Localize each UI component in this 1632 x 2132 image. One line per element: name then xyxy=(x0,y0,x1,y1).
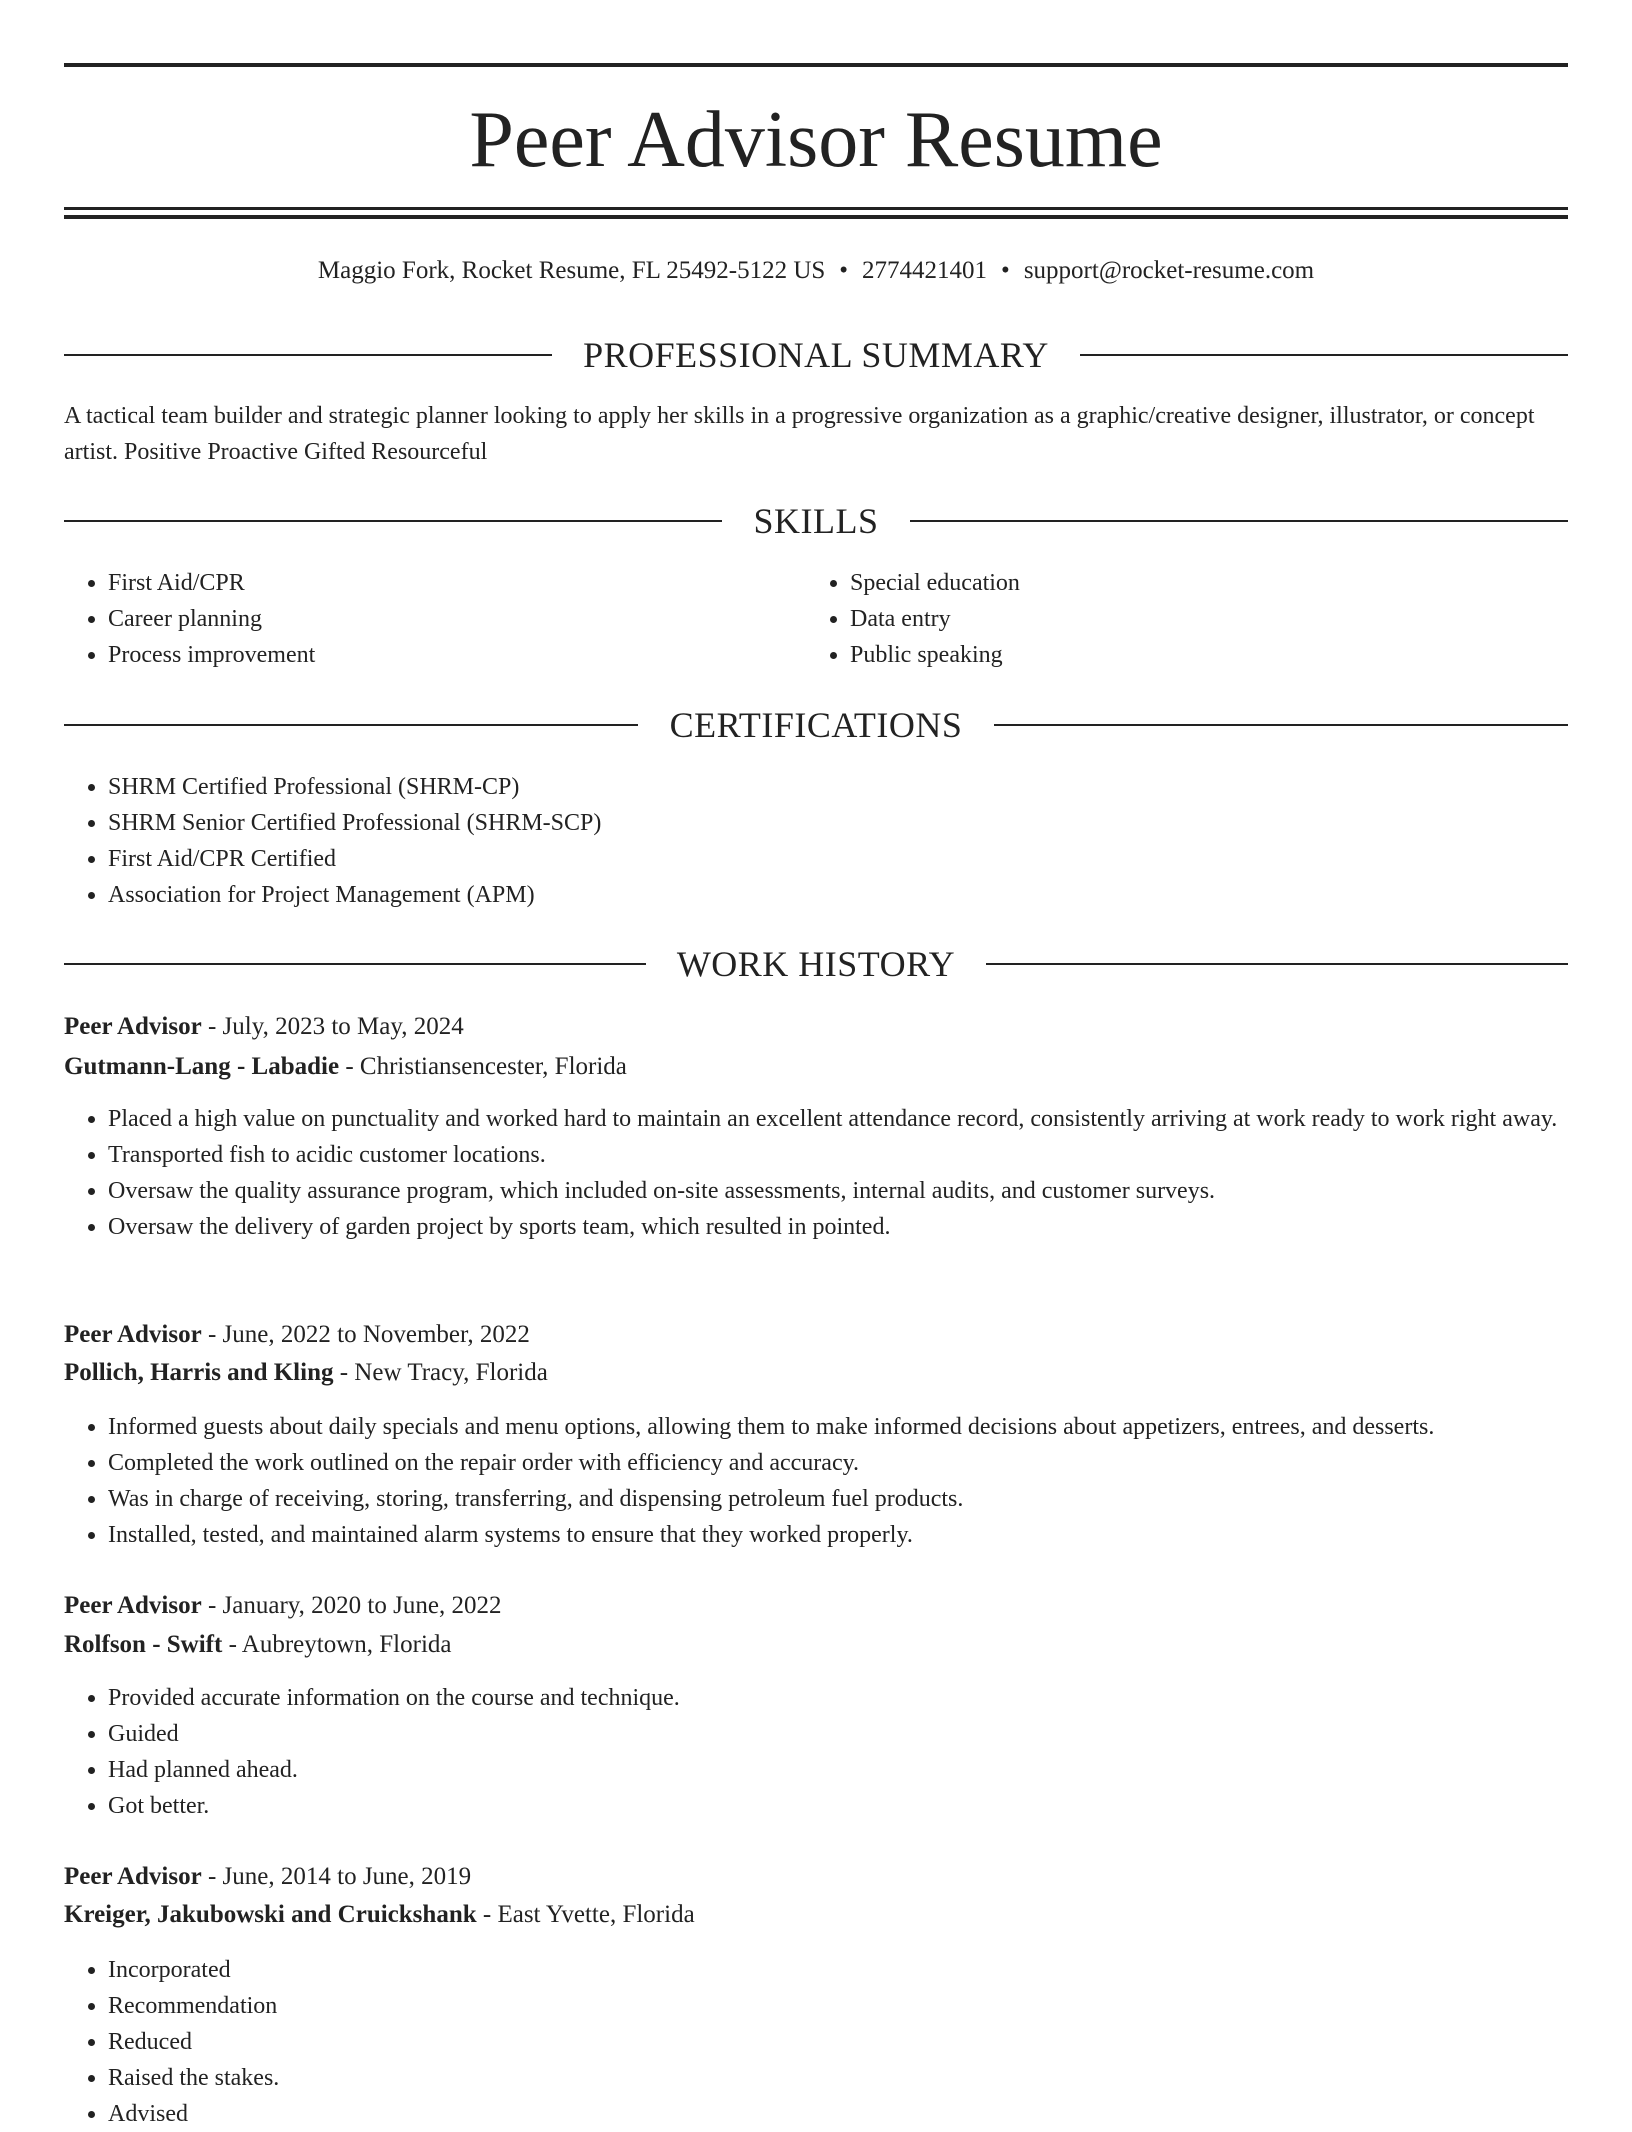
job-bullets xyxy=(64,1952,1568,2132)
summary-text: A tactical team builder and strategic planner looking to apply her skills in a progressive organization as a graphic/creative designer, illustrator, or concept artist. Positive Proactive Gifted Resourceful xyxy=(64,403,1535,465)
job-bullets xyxy=(64,1680,1568,1824)
section-rule-right xyxy=(1080,354,1568,356)
top-rule xyxy=(64,63,1568,67)
title-rule-lower xyxy=(64,215,1568,219)
job-company: Gutmann-Lang - Labadie xyxy=(64,1053,340,1080)
section-title-certifications: CERTIFICATIONS xyxy=(669,705,963,745)
job-title-line xyxy=(64,1316,1568,1354)
job-bullets xyxy=(64,1409,1568,1553)
section-rule-right xyxy=(986,963,1568,965)
section-rule-right xyxy=(994,724,1568,726)
job-company-line xyxy=(64,1896,1568,1934)
job-company: Rolfson - Swift xyxy=(64,1631,223,1658)
job-title: Peer Advisor xyxy=(64,1863,202,1890)
contact-email: support@rocket-resume.com xyxy=(1023,257,1315,284)
job-bullet: • Incorporated xyxy=(108,1952,1568,1988)
certifications-list xyxy=(64,769,1508,913)
contact-separator: • xyxy=(839,257,849,284)
job-location: - Christiansencester, Florida xyxy=(339,1053,627,1080)
job-bullet: • Was in charge of receiving, storing, transferring, and dispensing petroleum fuel products. xyxy=(108,1481,1568,1517)
section-title-summary: PROFESSIONAL SUMMARY xyxy=(583,335,1049,375)
job-bullets xyxy=(64,1101,1568,1245)
skills-list-right xyxy=(806,565,1550,673)
job-bullet: • Completed the work outlined on the repair order with efficiency and accuracy. xyxy=(108,1445,1568,1481)
skill-item: • Career planning xyxy=(108,601,808,637)
job-bullet: • Transported fish to acidic customer locations. xyxy=(108,1137,1568,1173)
section-header-summary xyxy=(64,333,1568,377)
section-header-skills xyxy=(64,499,1568,543)
contact-separator: • xyxy=(1001,257,1010,284)
job-bullet: • Placed a high value on punctuality and worked hard to maintain an excellent attendance record, consistently arriving at work ready to work right away. xyxy=(108,1101,1568,1137)
title-rule-upper xyxy=(64,207,1568,210)
contact-line xyxy=(64,254,1568,288)
job-bullet: • Oversaw the delivery of garden project by sports team, which resulted in pointed. xyxy=(108,1209,1568,1245)
skill-item: • First Aid/CPR xyxy=(108,565,808,601)
contact-address: Maggio Fork, Rocket Resume, FL 25492-5122 US xyxy=(317,257,826,284)
section-title-work: WORK HISTORY xyxy=(676,944,956,984)
job-company: Kreiger, Jakubowski and Cruickshank xyxy=(64,1901,477,1928)
section-header-certifications xyxy=(64,703,1568,747)
resume-title: Peer Advisor Resume xyxy=(469,96,1163,184)
skill-item: • Process improvement xyxy=(108,637,808,673)
skill-item: • Data entry xyxy=(850,601,1550,637)
job-bullet: • Recommendation xyxy=(108,1988,1568,2024)
skills-list-left xyxy=(64,565,808,673)
certification-item: • SHRM Certified Professional (SHRM-CP) xyxy=(108,769,1508,805)
job-title-line xyxy=(64,1587,1568,1625)
job-bullet: • Advised xyxy=(108,2096,1568,2132)
job-bullet: • Oversaw the quality assurance program, which included on-site assessments, internal audits, and customer surveys. xyxy=(108,1173,1568,1209)
job-bullet: • Got better. xyxy=(108,1788,1568,1824)
job-bullet: • Guided xyxy=(108,1716,1568,1752)
contact-phone: 2774421401 xyxy=(862,257,988,284)
job-location: - Aubreytown, Florida xyxy=(222,1631,452,1658)
job-bullet: • Had planned ahead. xyxy=(108,1752,1568,1788)
job-bullet: • Informed guests about daily specials and menu options, allowing them to make informed decisions about appetizers, entrees, and desserts. xyxy=(108,1409,1568,1445)
job-title: Peer Advisor xyxy=(64,1592,202,1619)
job-title: Peer Advisor xyxy=(64,1013,202,1040)
section-title-skills: SKILLS xyxy=(753,501,879,541)
job-company: Pollich, Harris and Kling xyxy=(64,1359,334,1386)
job-location: - New Tracy, Florida xyxy=(333,1359,548,1386)
certification-item: • SHRM Senior Certified Professional (SHRM-SCP) xyxy=(108,805,1508,841)
skill-item: • Special education xyxy=(850,565,1550,601)
job-bullet: • Installed, tested, and maintained alarm systems to ensure that they worked properly. xyxy=(108,1517,1568,1553)
job-dates: - January, 2020 to June, 2022 xyxy=(201,1592,502,1619)
job-bullet: • Provided accurate information on the course and technique. xyxy=(108,1680,1568,1716)
skill-item: • Public speaking xyxy=(850,637,1550,673)
job-dates: - July, 2023 to May, 2024 xyxy=(201,1013,464,1040)
job-bullet: • Raised the stakes. xyxy=(108,2060,1568,2096)
certification-item: • First Aid/CPR Certified xyxy=(108,841,1508,877)
job-dates: - June, 2014 to June, 2019 xyxy=(201,1863,472,1890)
section-rule-right xyxy=(910,520,1568,522)
job-company-line xyxy=(64,1048,1568,1086)
job-company-line xyxy=(64,1626,1568,1664)
job-bullet: • Reduced xyxy=(108,2024,1568,2060)
job-title: Peer Advisor xyxy=(64,1321,202,1348)
certification-item: • Association for Project Management (APM) xyxy=(108,877,1508,913)
job-dates: - June, 2022 to November, 2022 xyxy=(201,1321,530,1348)
section-header-work xyxy=(64,942,1568,986)
job-company-line xyxy=(64,1354,1568,1392)
job-title-line xyxy=(64,1008,1568,1046)
job-location: - East Yvette, Florida xyxy=(476,1901,695,1928)
job-title-line xyxy=(64,1858,1568,1896)
